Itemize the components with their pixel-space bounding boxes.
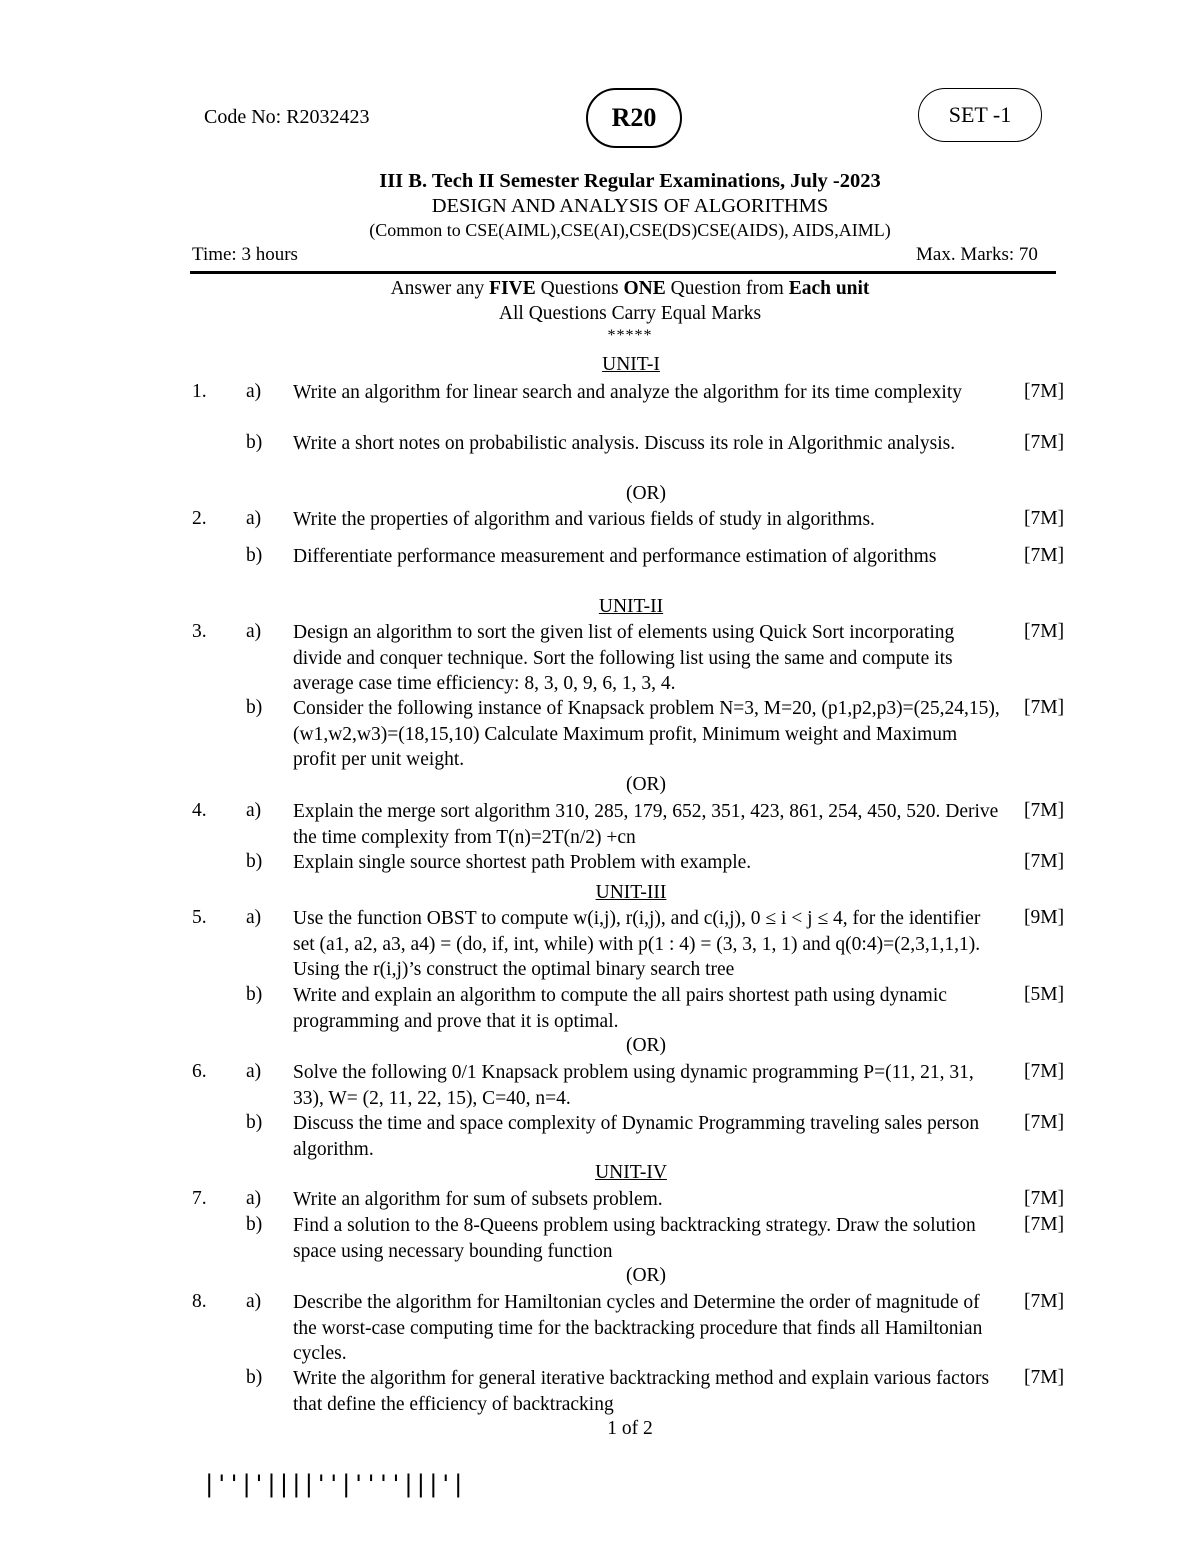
part-label-3b: b) — [246, 697, 263, 718]
set-label: SET -1 — [948, 102, 1012, 127]
page-number: 1 of 2 — [607, 1418, 653, 1439]
part-label-5a: a) — [246, 907, 262, 928]
question-number-8: 8. — [192, 1291, 207, 1312]
set-badge — [918, 88, 1042, 142]
regulation-badge — [586, 88, 682, 148]
question-6a-marks: [7M] — [1024, 1061, 1065, 1082]
regulation-label: R20 — [611, 103, 657, 132]
question-5a-marks: [9M] — [1024, 907, 1065, 928]
question-8a-text: Describe the algorithm for Hamiltonian cycles and Determine the order of magnitude of the worst-case computing time for the backtracking procedure that finds all Hamiltonian cycles. — [293, 1292, 983, 1364]
part-label-6a: a) — [246, 1061, 262, 1082]
question-5a-text: Use the function OBST to compute w(i,j), r(i,j), and c(i,j), 0 ≤ i < j ≤ 4, for the identifier set (a1, a2, a3, a4) = (do, if, int, while) with p(1 : 4) = (3, 3, 1, 1) and q(0:4)=(2,3,1,1,1). Using the r(i,j)’s construct the optimal binary search tree — [293, 908, 981, 980]
question-8b-marks: [7M] — [1024, 1367, 1065, 1388]
question-5b-marks: [5M] — [1024, 984, 1065, 1005]
part-label-7b: b) — [246, 1214, 263, 1235]
question-7a-text: Write an algorithm for sum of subsets problem. — [293, 1189, 663, 1210]
question-1b-marks: [7M] — [1024, 432, 1065, 453]
part-label-8b: b) — [246, 1367, 263, 1388]
part-label-1b: b) — [246, 432, 263, 453]
time-limit: Time: 3 hours — [192, 244, 298, 265]
or-separator: (OR) — [625, 774, 667, 795]
part-label-4b: b) — [246, 851, 263, 872]
or-separator: (OR) — [625, 1035, 667, 1056]
question-number-7: 7. — [192, 1188, 207, 1209]
question-6b-marks: [7M] — [1024, 1112, 1065, 1133]
exam-title: III B. Tech II Semester Regular Examinations, July -2023 — [379, 170, 881, 192]
barcode: |''|'||||''|''''|||'| — [202, 1470, 464, 1498]
question-3b-marks: [7M] — [1024, 697, 1065, 718]
question-3a-text: Design an algorithm to sort the given list of elements using Quick Sort incorporating divide and conquer technique. Sort the following list using the same and compute its average case time efficiency: 8, 3, 0, 9, 6, 1, 3, 4. — [293, 622, 955, 694]
question-1a-marks: [7M] — [1024, 381, 1065, 402]
question-number-2: 2. — [192, 508, 207, 529]
unit-heading-4: UNIT-IV — [595, 1162, 667, 1183]
question-7b-text: Find a solution to the 8-Queens problem using backtracking strategy. Draw the solution space using necessary bounding function — [293, 1215, 976, 1262]
question-number-3: 3. — [192, 621, 207, 642]
part-label-6b: b) — [246, 1112, 263, 1133]
unit-heading-2: UNIT-II — [598, 596, 664, 617]
question-number-4: 4. — [192, 800, 207, 821]
or-separator: (OR) — [625, 483, 667, 504]
question-5b-text: Write and explain an algorithm to compute the all pairs shortest path using dynamic programming and prove that it is optimal. — [293, 985, 947, 1032]
question-6b-text: Discuss the time and space complexity of Dynamic Programming traveling sales person algorithm. — [293, 1113, 980, 1160]
part-label-2a: a) — [246, 508, 262, 529]
question-4b-marks: [7M] — [1024, 851, 1065, 872]
question-2a-marks: [7M] — [1024, 508, 1065, 529]
question-4b-text: Explain single source shortest path Problem with example. — [293, 852, 752, 873]
part-label-4a: a) — [246, 800, 262, 821]
question-1a-text: Write an algorithm for linear search and analyze the algorithm for its time complexity — [293, 382, 963, 403]
question-2a-text: Write the properties of algorithm and various fields of study in algorithms. — [293, 509, 875, 530]
question-6a-text: Solve the following 0/1 Knapsack problem using dynamic programming P=(11, 21, 31, 33), W= (2, 11, 22, 15), C=40, n=4. — [293, 1062, 974, 1109]
question-number-6: 6. — [192, 1061, 207, 1082]
header-divider — [190, 271, 1056, 274]
question-3a-marks: [7M] — [1024, 621, 1065, 642]
question-8b-text: Write the algorithm for general iterative backtracking method and explain various factors that define the efficiency of backtracking — [293, 1368, 990, 1415]
question-1b-text: Write a short notes on probabilistic analysis. Discuss its role in Algorithmic analysis. — [293, 433, 956, 454]
question-7a-marks: [7M] — [1024, 1188, 1065, 1209]
separator-stars: ***** — [607, 327, 653, 344]
or-separator: (OR) — [625, 1265, 667, 1286]
question-7b-marks: [7M] — [1024, 1214, 1065, 1235]
part-label-5b: b) — [246, 984, 263, 1005]
common-to-note: (Common to CSE(AIML),CSE(AI),CSE(DS)CSE(AIDS), AIDS,AIML) — [369, 220, 891, 240]
part-label-1a: a) — [246, 381, 262, 402]
question-2b-marks: [7M] — [1024, 545, 1065, 566]
part-label-8a: a) — [246, 1291, 262, 1312]
question-number-5: 5. — [192, 907, 207, 928]
question-4a-marks: [7M] — [1024, 800, 1065, 821]
max-marks: Max. Marks: 70 — [916, 244, 1038, 265]
question-number-1: 1. — [192, 381, 207, 402]
part-label-7a: a) — [246, 1188, 262, 1209]
instruction-line-2: All Questions Carry Equal Marks — [498, 303, 762, 324]
question-2b-text: Differentiate performance measurement and performance estimation of algorithms — [293, 546, 937, 567]
part-label-2b: b) — [246, 545, 263, 566]
part-label-3a: a) — [246, 621, 262, 642]
subject-title: DESIGN AND ANALYSIS OF ALGORITHMS — [431, 195, 829, 217]
instruction-line-1: Answer any FIVE Questions ONE Question from Each unit — [390, 278, 870, 299]
unit-heading-1: UNIT-I — [602, 354, 660, 375]
question-4a-text: Explain the merge sort algorithm 310, 285, 179, 652, 351, 423, 861, 254, 450, 520. Derive the time complexity from T(n)=2T(n/2) +cn — [293, 801, 999, 848]
code-number: Code No: R2032423 — [204, 106, 370, 128]
unit-heading-3: UNIT-III — [595, 882, 667, 903]
question-8a-marks: [7M] — [1024, 1291, 1065, 1312]
question-3b-text: Consider the following instance of Knapsack problem N=3, M=20, (p1,p2,p3)=(25,24,15), (w1,w2,w3)=(18,15,10) Calculate Maximum profit, Minimum weight and Maximum profit per unit weight. — [293, 698, 1000, 770]
